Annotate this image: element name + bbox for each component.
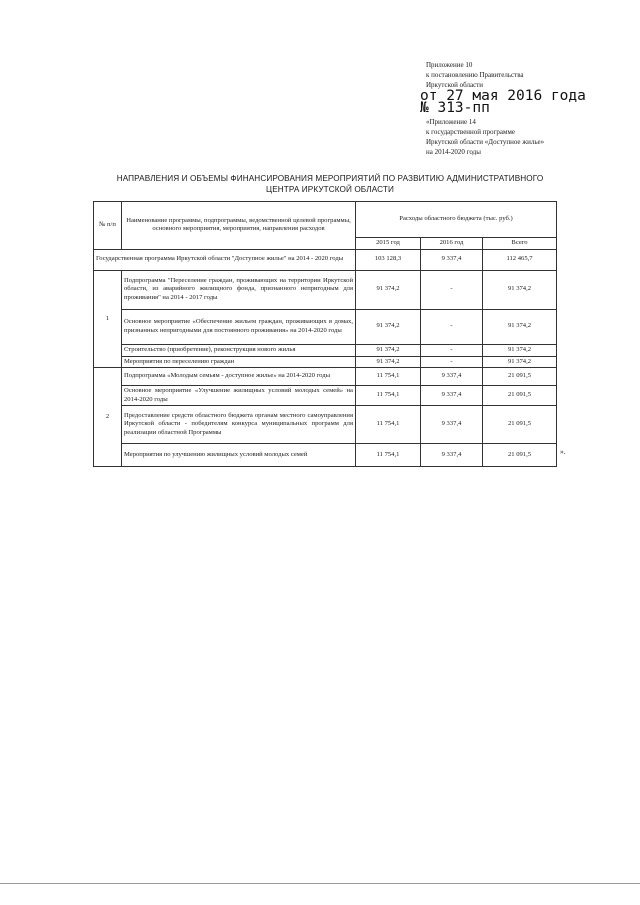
header-line: к постановлению Правительства: [426, 71, 524, 79]
header-expenses: Расходы областного бюджета (тыс. руб.): [356, 202, 557, 238]
value-total: 21 091,5: [483, 386, 557, 406]
value-2015: 11 754,1: [356, 386, 421, 406]
value-2016: -: [421, 356, 483, 368]
header-total: Всего: [483, 238, 557, 250]
value-2016: -: [421, 270, 483, 309]
value-total: 112 465,7: [483, 249, 557, 270]
value-total: 91 374,2: [483, 309, 557, 344]
appendix-header: [420, 60, 626, 157]
header-line: Иркутской области «Доступное жилье»: [426, 138, 545, 146]
header-year-2016: 2016 год: [421, 238, 483, 250]
value-2015: 91 374,2: [356, 356, 421, 368]
table-row: [94, 270, 557, 309]
table-row: [94, 356, 557, 368]
table-row-program: [94, 249, 557, 270]
row-name: Мероприятия по улучшению жилищных условий молодых семей: [122, 444, 356, 467]
value-2016: 9 337,4: [421, 386, 483, 406]
value-2015: 91 374,2: [356, 270, 421, 309]
value-2015: 11 754,1: [356, 444, 421, 467]
closing-quote: ».: [560, 447, 566, 456]
value-2016: -: [421, 344, 483, 356]
row-name: Основное мероприятие «Обеспечение жильем граждан, проживающих в домах, признанных непригодными для постоянного проживания» на 2014-2020 годы: [122, 309, 356, 344]
value-2015: 103 128,3: [356, 249, 421, 270]
value-total: 21 091,5: [483, 444, 557, 467]
value-2016: 9 337,4: [421, 249, 483, 270]
value-total: 21 091,5: [483, 368, 557, 386]
value-2016: 9 337,4: [421, 406, 483, 444]
row-number: 2: [94, 368, 122, 467]
header-name: Наименование программы, подпрограммы, ведомственной целевой программы, основного мероприятия, мероприятия, направления расходов: [122, 202, 356, 250]
title-line: НАПРАВЛЕНИЯ И ОБЪЕМЫ ФИНАНСИРОВАНИЯ МЕРОПРИЯТИЙ ПО РАЗВИТИЮ АДМИНИСТРАТИВНОГО: [116, 174, 544, 183]
table-row: [94, 344, 557, 356]
row-name: Подпрограмма «Молодым семьям - доступное жилье» на 2014-2020 годы: [122, 368, 356, 386]
program-name: Государственная программа Иркутской области "Доступное жилье" на 2014 - 2020 годы: [94, 249, 356, 270]
value-total: 91 374,2: [483, 356, 557, 368]
value-total: 91 374,2: [483, 344, 557, 356]
title-line: ЦЕНТРА ИРКУТСКОЙ ОБЛАСТИ: [266, 185, 394, 194]
row-name: Строительство (приобретение), реконструкция нового жилья: [122, 344, 356, 356]
header-line: Приложение 10: [426, 61, 473, 69]
value-total: 21 091,5: [483, 406, 557, 444]
value-2015: 11 754,1: [356, 368, 421, 386]
table-row: [94, 368, 557, 386]
row-name: Основное мероприятие «Улучшение жилищных условий молодых семей» на 2014-2020 годы: [122, 386, 356, 406]
row-number: 1: [94, 270, 122, 368]
header-year-2015: 2015 год: [356, 238, 421, 250]
table-row: [94, 309, 557, 344]
value-2016: 9 337,4: [421, 368, 483, 386]
value-2016: 9 337,4: [421, 444, 483, 467]
header-line: на 2014-2020 годы: [426, 148, 481, 156]
stamp-date: от 27 мая 2016 года: [420, 88, 586, 104]
value-2015: 91 374,2: [356, 309, 421, 344]
value-2016: -: [421, 309, 483, 344]
value-2015: 91 374,2: [356, 344, 421, 356]
table-row: [94, 444, 557, 467]
value-total: 91 374,2: [483, 270, 557, 309]
table-row: [94, 406, 557, 444]
row-name: Предоставление средств областного бюджета органам местного самоуправления Иркутской области - победителям конкурса муниципальных программ для реализации областной Программы: [122, 406, 356, 444]
table-row: [94, 386, 557, 406]
header-line: Иркутской области: [426, 81, 484, 89]
value-2015: 11 754,1: [356, 406, 421, 444]
header-num: № п/п: [94, 202, 122, 250]
document-title: [95, 173, 565, 195]
row-name: Мероприятия по переселению граждан: [122, 356, 356, 368]
row-name: Подпрограмма "Переселение граждан, проживающих на территории Иркутской области, из аварийного жилищного фонда, признанного непригодным для проживания" на 2014 - 2017 годы: [122, 270, 356, 309]
header-line: «Приложение 14: [426, 118, 476, 126]
financing-table: [93, 201, 557, 467]
header-line: к государственной программе: [426, 128, 515, 136]
stamp-number: № 313-пп: [420, 100, 490, 116]
table-header-row: [94, 202, 557, 238]
page-edge-line: [0, 883, 640, 884]
